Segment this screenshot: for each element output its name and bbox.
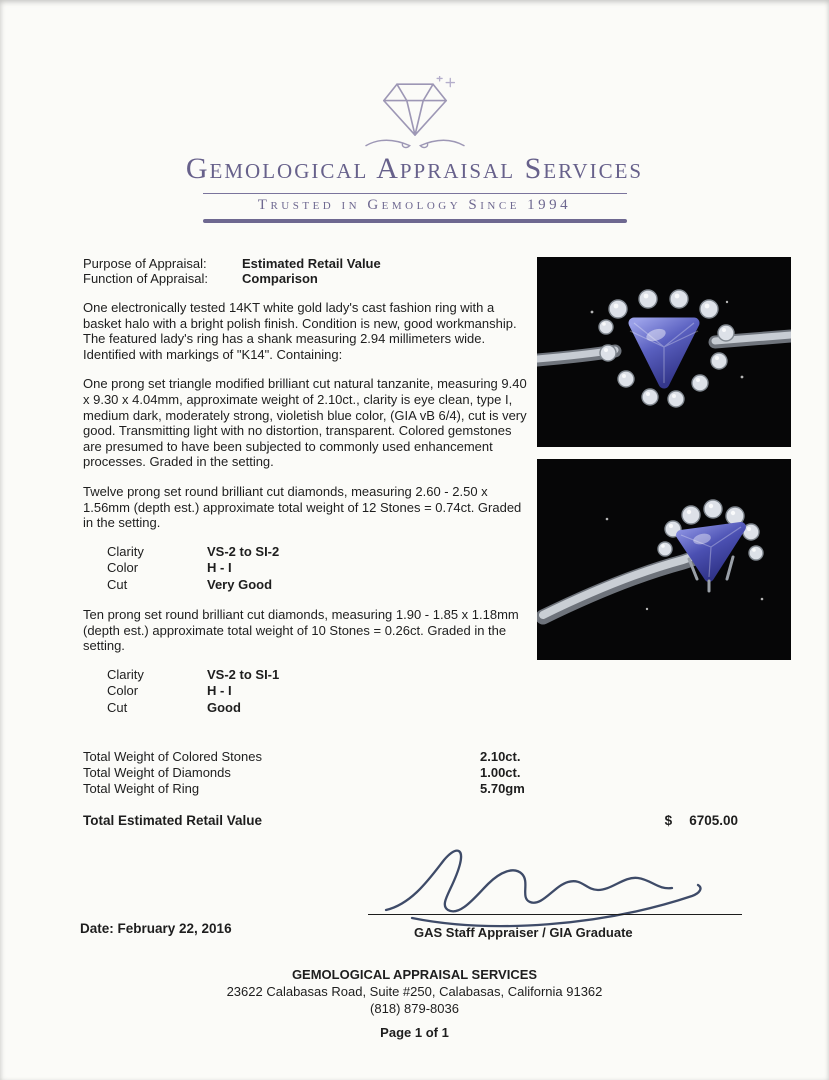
footer-company-name: GEMOLOGICAL APPRAISAL SERVICES [291,967,538,982]
ring-description: One electronically tested 14KT white gold lady's cast fashion ring with a basket halo with a bright polish finish. Condition is new, good workmanship. The featured lady's ring has a shank measuring 2.94 millimeters wide. Identified with markings of "K14". Containing: [83,300,517,362]
divider-thin-line [203,193,627,194]
totals-label: Total Weight of Ring [83,780,200,796]
function-row [83,271,532,286]
spec-value: VS-2 to SI-2 [207,543,280,559]
spec-row [107,700,532,716]
totals-value: 5.70gm [480,780,525,796]
spec-row [107,560,532,576]
spec-row [107,577,532,593]
ten-diamonds-spec-table [107,667,532,716]
footer-phone: (818) 879-8036 [370,1001,459,1016]
page-number: Page 1 of 1 [380,1025,449,1040]
appraisal-date: Date: February 22, 2016 [80,921,232,936]
spec-label: Cut [107,699,128,715]
spec-label: Color [107,683,139,699]
retail-amount [665,813,738,828]
spec-value: VS-2 to SI-1 [207,666,280,682]
tagline: Trusted in Gemology Since 1994 [257,197,572,213]
ring-photo-top-view [537,257,791,447]
purpose-row [83,256,532,271]
totals-value: 2.10ct. [480,749,521,764]
signature-line [368,914,742,915]
flourish-ornament-icon [355,136,475,150]
spec-label: Clarity [107,543,144,559]
weight-totals [83,749,525,797]
totals-row [83,749,525,765]
totals-label: Total Weight of Colored Stones [83,749,262,764]
retail-amount-value: 6705.00 [689,813,738,828]
totals-label: Total Weight of Diamonds [83,764,231,780]
spec-label: Clarity [107,666,144,682]
appraisal-body [83,256,532,716]
totals-value: 1.00ct. [480,764,521,780]
tanzanite-description: One prong set triangle modified brilliant cut natural tanzanite, measuring 9.40 x 9.30 x 4.04mm, approximate weight of 2.10ct., clarity is eye clean, type I, medium dark, moderately strong, violetish blue color, (GIA vB 6/4), cut is very good. Transmitting light with no distortion, transparent. Colored gemstones are presumed to have been subjected to commonly used enhancement processes. Graded in the setting. [83,376,527,470]
currency-symbol: $ [664,813,673,828]
footer [0,966,829,1041]
ring-photo-side-view [537,459,791,660]
spec-label: Color [107,560,139,576]
spec-label: Cut [107,576,128,592]
company-name: Gemological Appraisal Services [185,152,644,185]
appraiser-title: GAS Staff Appraiser / GIA Graduate [414,925,633,940]
totals-row [83,765,525,781]
retail-value-label: Total Estimated Retail Value [83,813,263,828]
purpose-value: Estimated Retail Value [242,256,381,271]
spec-value: Good [207,699,241,715]
total-retail-value-row [83,813,738,828]
spec-row [107,683,532,699]
spec-row [107,544,532,560]
spec-value: H - I [207,560,232,576]
spec-value: Very Good [207,576,273,592]
totals-row [83,781,525,797]
divider-thick-line [203,219,627,223]
twelve-diamonds-spec-table [107,544,532,593]
spec-value: H - I [207,683,232,699]
footer-address: 23622 Calabasas Road, Suite #250, Calabasas, California 91362 [226,984,603,999]
ten-diamonds-description: Ten prong set round brilliant cut diamonds, measuring 1.90 - 1.85 x 1.18mm (depth est.) approximate total weight of 10 Stones = 0.26ct. Graded in the setting. [83,606,519,654]
function-label: Function of Appraisal: [83,271,209,286]
purpose-label: Purpose of Appraisal: [83,256,207,271]
diamond-logo-icon [363,76,467,140]
letterhead [0,76,829,223]
spec-row [107,667,532,683]
function-value: Comparison [242,271,318,286]
twelve-diamonds-description: Twelve prong set round brilliant cut diamonds, measuring 2.60 - 2.50 x 1.56mm (depth est.) approximate total weight of 12 Stones = 0.74ct. Graded in the setting. [83,483,522,531]
